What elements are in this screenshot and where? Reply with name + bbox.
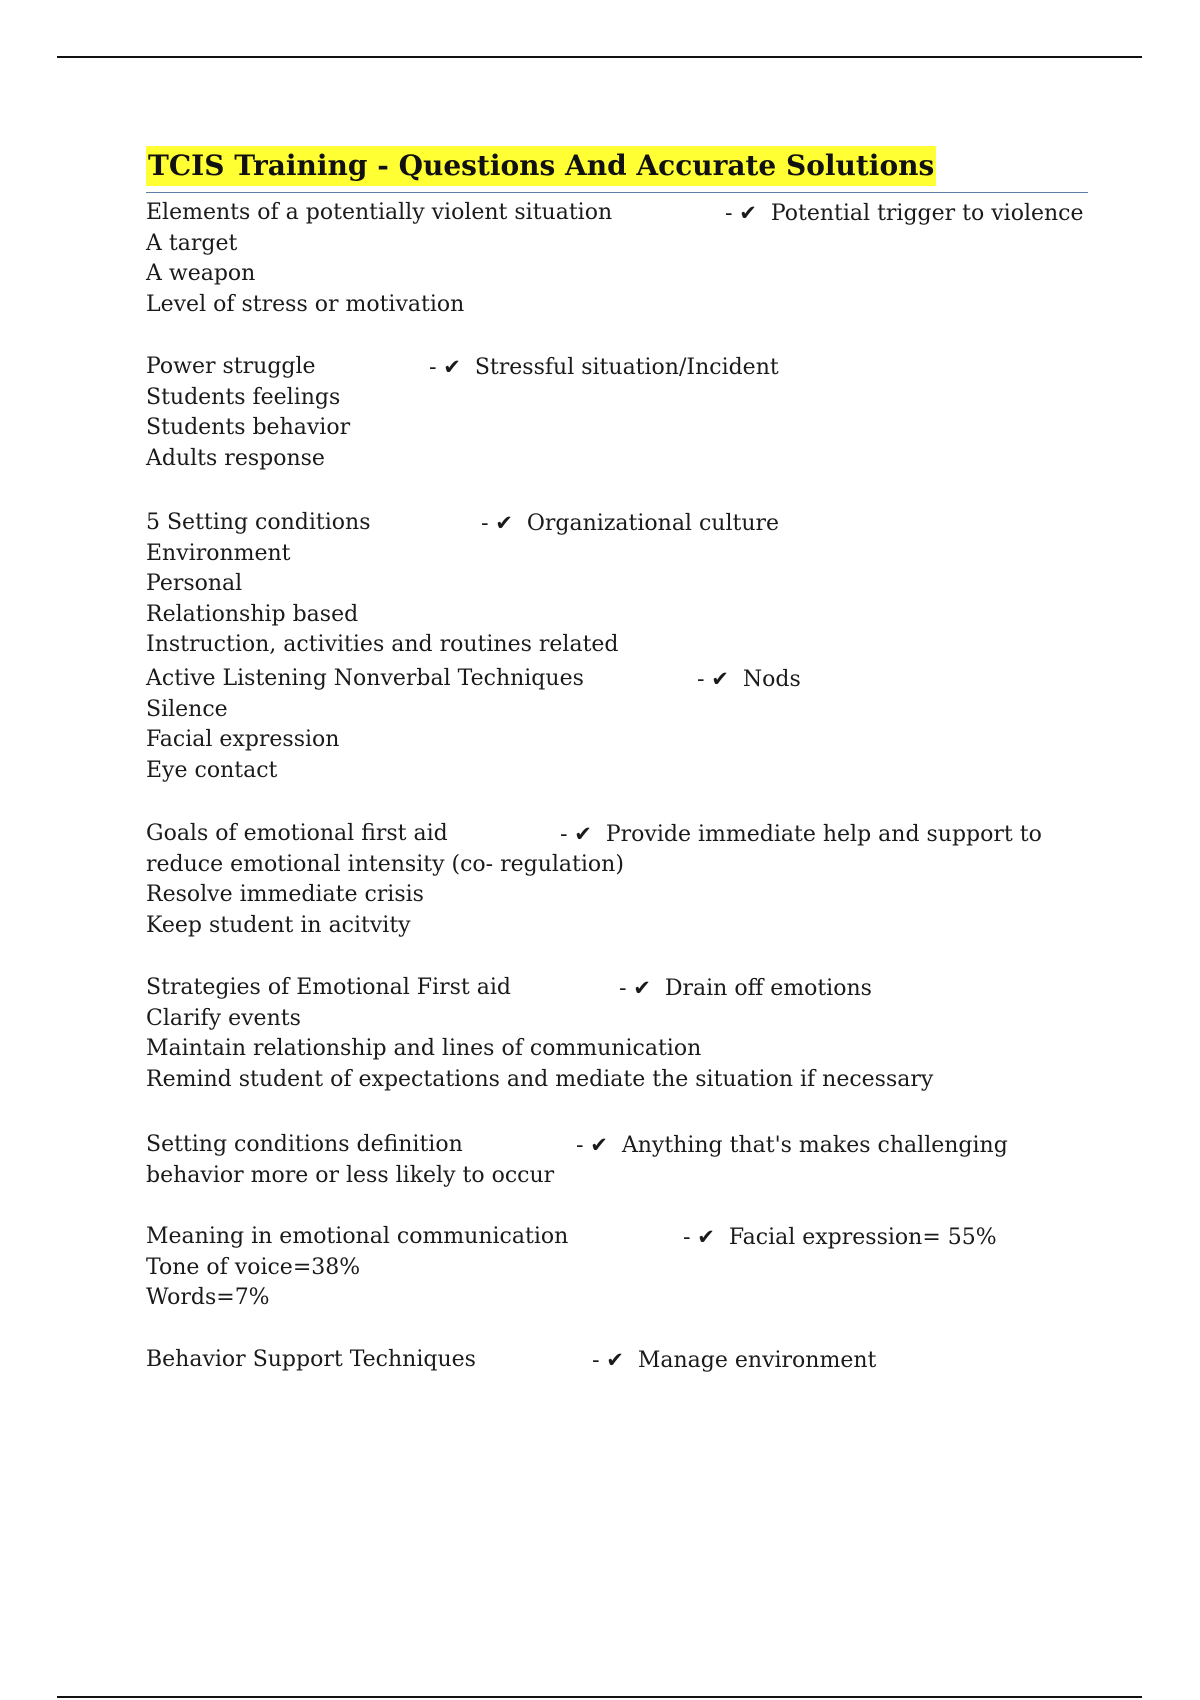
answer-text [481, 508, 779, 540]
check-icon: - ✔ [619, 976, 651, 1000]
answer-continuation-line: Remind student of expectations and mediate the situation if necessary [146, 1066, 934, 1092]
answer-continuation-line: Resolve immediate crisis [146, 882, 424, 907]
check-icon: - ✔ [481, 511, 513, 535]
answer-first-line: Potential trigger to violence [770, 201, 1084, 226]
answer-text [429, 352, 779, 384]
qa-item [146, 664, 1088, 786]
question-text: Power struggle [146, 354, 316, 379]
answer-continuation-line: Eye contact [146, 757, 278, 783]
answer-first-line: Organizational culture [526, 511, 780, 536]
qa-first-line [146, 508, 1088, 539]
check-icon: - ✔ [683, 1225, 715, 1249]
answer-continuation-line: Adults response [146, 445, 325, 471]
answer-text [697, 664, 801, 696]
answer-first-line: Facial expression= 55% [728, 1225, 997, 1250]
qa-first-line [146, 1345, 1088, 1376]
qa-item [146, 819, 1088, 941]
answer-continuation-line: Maintain relationship and lines of communication [146, 1036, 702, 1061]
answer-continuation-line: Relationship based [146, 601, 359, 627]
answer-continuation-line: A weapon [146, 261, 256, 286]
qa-item [146, 198, 1088, 320]
question-text: Active Listening Nonverbal Techniques [146, 666, 584, 691]
question-text: 5 Setting conditions [146, 510, 371, 535]
answer-first-line: Manage environment [637, 1348, 877, 1373]
answer-continuation-line: Students feelings [146, 384, 341, 410]
check-icon: - ✔ [592, 1348, 624, 1372]
qa-first-line [146, 352, 1088, 383]
answer-continuation-line: behavior more or less likely to occur [146, 1162, 555, 1188]
answer-continuation-line: Silence [146, 696, 228, 722]
answer-continuation-line: Personal [146, 571, 243, 596]
qa-first-line [146, 664, 1088, 695]
answer-first-line: Anything that's makes challenging [621, 1133, 1008, 1158]
answer-first-line: Drain off emotions [664, 976, 872, 1001]
answer-first-line: Nods [742, 667, 801, 692]
question-text: Goals of emotional first aid [146, 821, 448, 846]
question-text: Elements of a potentially violent situation [146, 200, 613, 225]
answer-continuation-line: Environment [146, 540, 291, 566]
check-icon: - ✔ [576, 1133, 608, 1157]
document-title: TCIS Training - Questions And Accurate Solutions [146, 146, 936, 186]
answer-continuation-line: reduce emotional intensity (co- regulation) [146, 851, 624, 877]
question-text: Setting conditions definition [146, 1132, 463, 1157]
answer-continuation-line: Clarify events [146, 1005, 301, 1031]
document-body [146, 146, 1088, 1373]
answer-continuation-line: Facial expression [146, 727, 340, 752]
qa-item [146, 1222, 1088, 1314]
answer-first-line: Provide immediate help and support to [605, 822, 1042, 847]
answer-text [683, 1222, 997, 1254]
answer-continuation-line: Students behavior [146, 415, 351, 440]
title-underline [146, 192, 1088, 193]
qa-item [146, 1345, 1088, 1376]
answer-continuation-line: A target [146, 230, 238, 256]
question-text: Behavior Support Techniques [146, 1347, 476, 1372]
answer-text [560, 819, 1042, 851]
qa-first-line [146, 198, 1088, 229]
question-text: Meaning in emotional communication [146, 1224, 569, 1249]
page-top-rule [57, 56, 1142, 58]
qa-first-line [146, 1130, 1088, 1161]
page-bottom-rule [57, 1696, 1142, 1698]
qa-item [146, 352, 1088, 474]
qa-item [146, 1130, 1088, 1191]
answer-continuation-line: Tone of voice=38% [146, 1254, 361, 1280]
answer-text [592, 1345, 876, 1377]
answer-text [725, 198, 1084, 230]
answer-continuation-line: Instruction, activities and routines related [146, 632, 619, 657]
check-icon: - ✔ [697, 667, 729, 691]
qa-item [146, 508, 1088, 661]
answer-continuation-line: Keep student in acitvity [146, 912, 411, 938]
answer-first-line: Stressful situation/Incident [474, 355, 779, 380]
answer-text [619, 973, 872, 1005]
check-icon: - ✔ [429, 355, 461, 379]
qa-first-line [146, 973, 1088, 1004]
qa-first-line [146, 819, 1088, 850]
qa-first-line [146, 1222, 1088, 1253]
check-icon: - ✔ [560, 822, 592, 846]
question-text: Strategies of Emotional First aid [146, 975, 511, 1000]
qa-item [146, 973, 1088, 1095]
title-block [146, 146, 1088, 194]
answer-continuation-line: Level of stress or motivation [146, 291, 465, 317]
answer-continuation-line: Words=7% [146, 1285, 270, 1310]
answer-text [576, 1130, 1008, 1162]
check-icon: - ✔ [725, 201, 757, 225]
